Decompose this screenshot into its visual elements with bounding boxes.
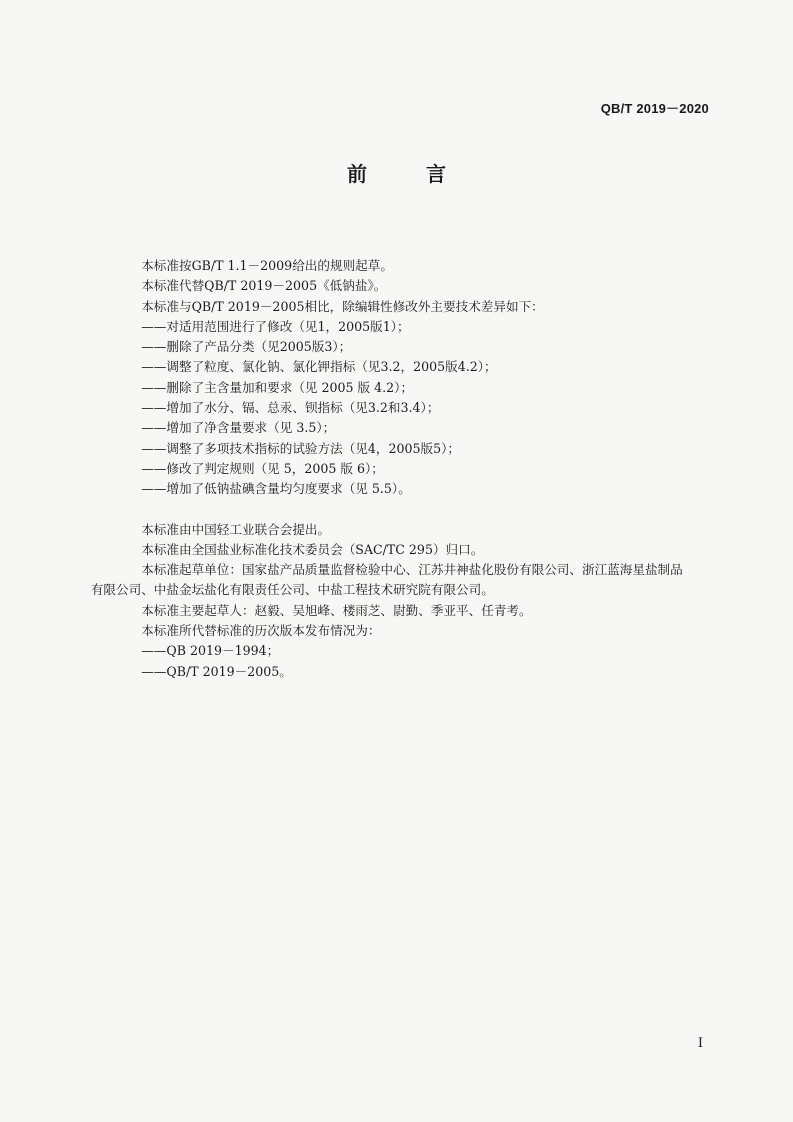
paragraph-drafting-rules: 本标准按GB/T 1.1－2009给出的规则起草。 xyxy=(141,258,393,273)
change-item: ——增加了水分、镉、总汞、钡指标（见3.2和3.4）； xyxy=(141,400,440,416)
change-item: ——删除了产品分类（见2005版3）； xyxy=(141,339,352,355)
change-item: ——增加了低钠盐碘含量均匀度要求（见 5.5）。 xyxy=(141,481,411,497)
standard-code: QB/T 2019－2020 xyxy=(600,101,709,116)
page-title: 前 言 xyxy=(347,162,472,186)
paragraph-differences-intro: 本标准与QB/T 2019－2005相比，除编辑性修改外主要技术差异如下： xyxy=(141,298,544,314)
change-item: ——调整了粒度、氯化钠、氯化钾指标（见3.2，2005版4.2）； xyxy=(141,359,497,375)
change-item: ——调整了多项技术指标的试验方法（见4，2005版5）； xyxy=(141,440,461,456)
paragraph-replaces: 本标准代替QB/T 2019－2005《低钠盐》。 xyxy=(141,278,387,294)
change-item: ——对适用范围进行了修改（见1，2005版1）； xyxy=(141,318,410,334)
foreword-body xyxy=(90,256,716,682)
change-item: ——删除了主含量加和要求（见 2005 版 4.2）； xyxy=(141,379,414,395)
history-item: ——QB 2019－1994； xyxy=(141,643,280,659)
paragraph-drafting-units xyxy=(90,560,716,601)
history-item: ——QB/T 2019－2005。 xyxy=(141,663,292,679)
paragraph-gap xyxy=(116,500,716,520)
drafting-units-line-1: 本标准起草单位：国家盐产品质量监督检验中心、江苏井神盐化股份有限公司、浙江蓝海星盐制品 xyxy=(141,562,683,578)
page-number: I xyxy=(697,1036,703,1051)
paragraph-managed-by: 本标准由全国盐业标准化技术委员会（SAC/TC 295）归口。 xyxy=(141,541,484,557)
drafting-units-line-2: 有限公司、中盐金坛盐化有限责任公司、中盐工程技术研究院有限公司。 xyxy=(90,582,494,598)
change-item: ——修改了判定规则（见 5，2005 版 6）； xyxy=(141,460,384,476)
paragraph-proposed-by: 本标准由中国轻工业联合会提出。 xyxy=(141,521,331,537)
paragraph-drafters: 本标准主要起草人：赵毅、吴旭峰、楼雨芝、尉勤、季亚平、任青考。 xyxy=(141,602,532,618)
paragraph-history-intro: 本标准所代替标准的历次版本发布情况为： xyxy=(141,623,381,639)
change-item: ——增加了净含量要求（见 3.5）； xyxy=(141,420,336,436)
